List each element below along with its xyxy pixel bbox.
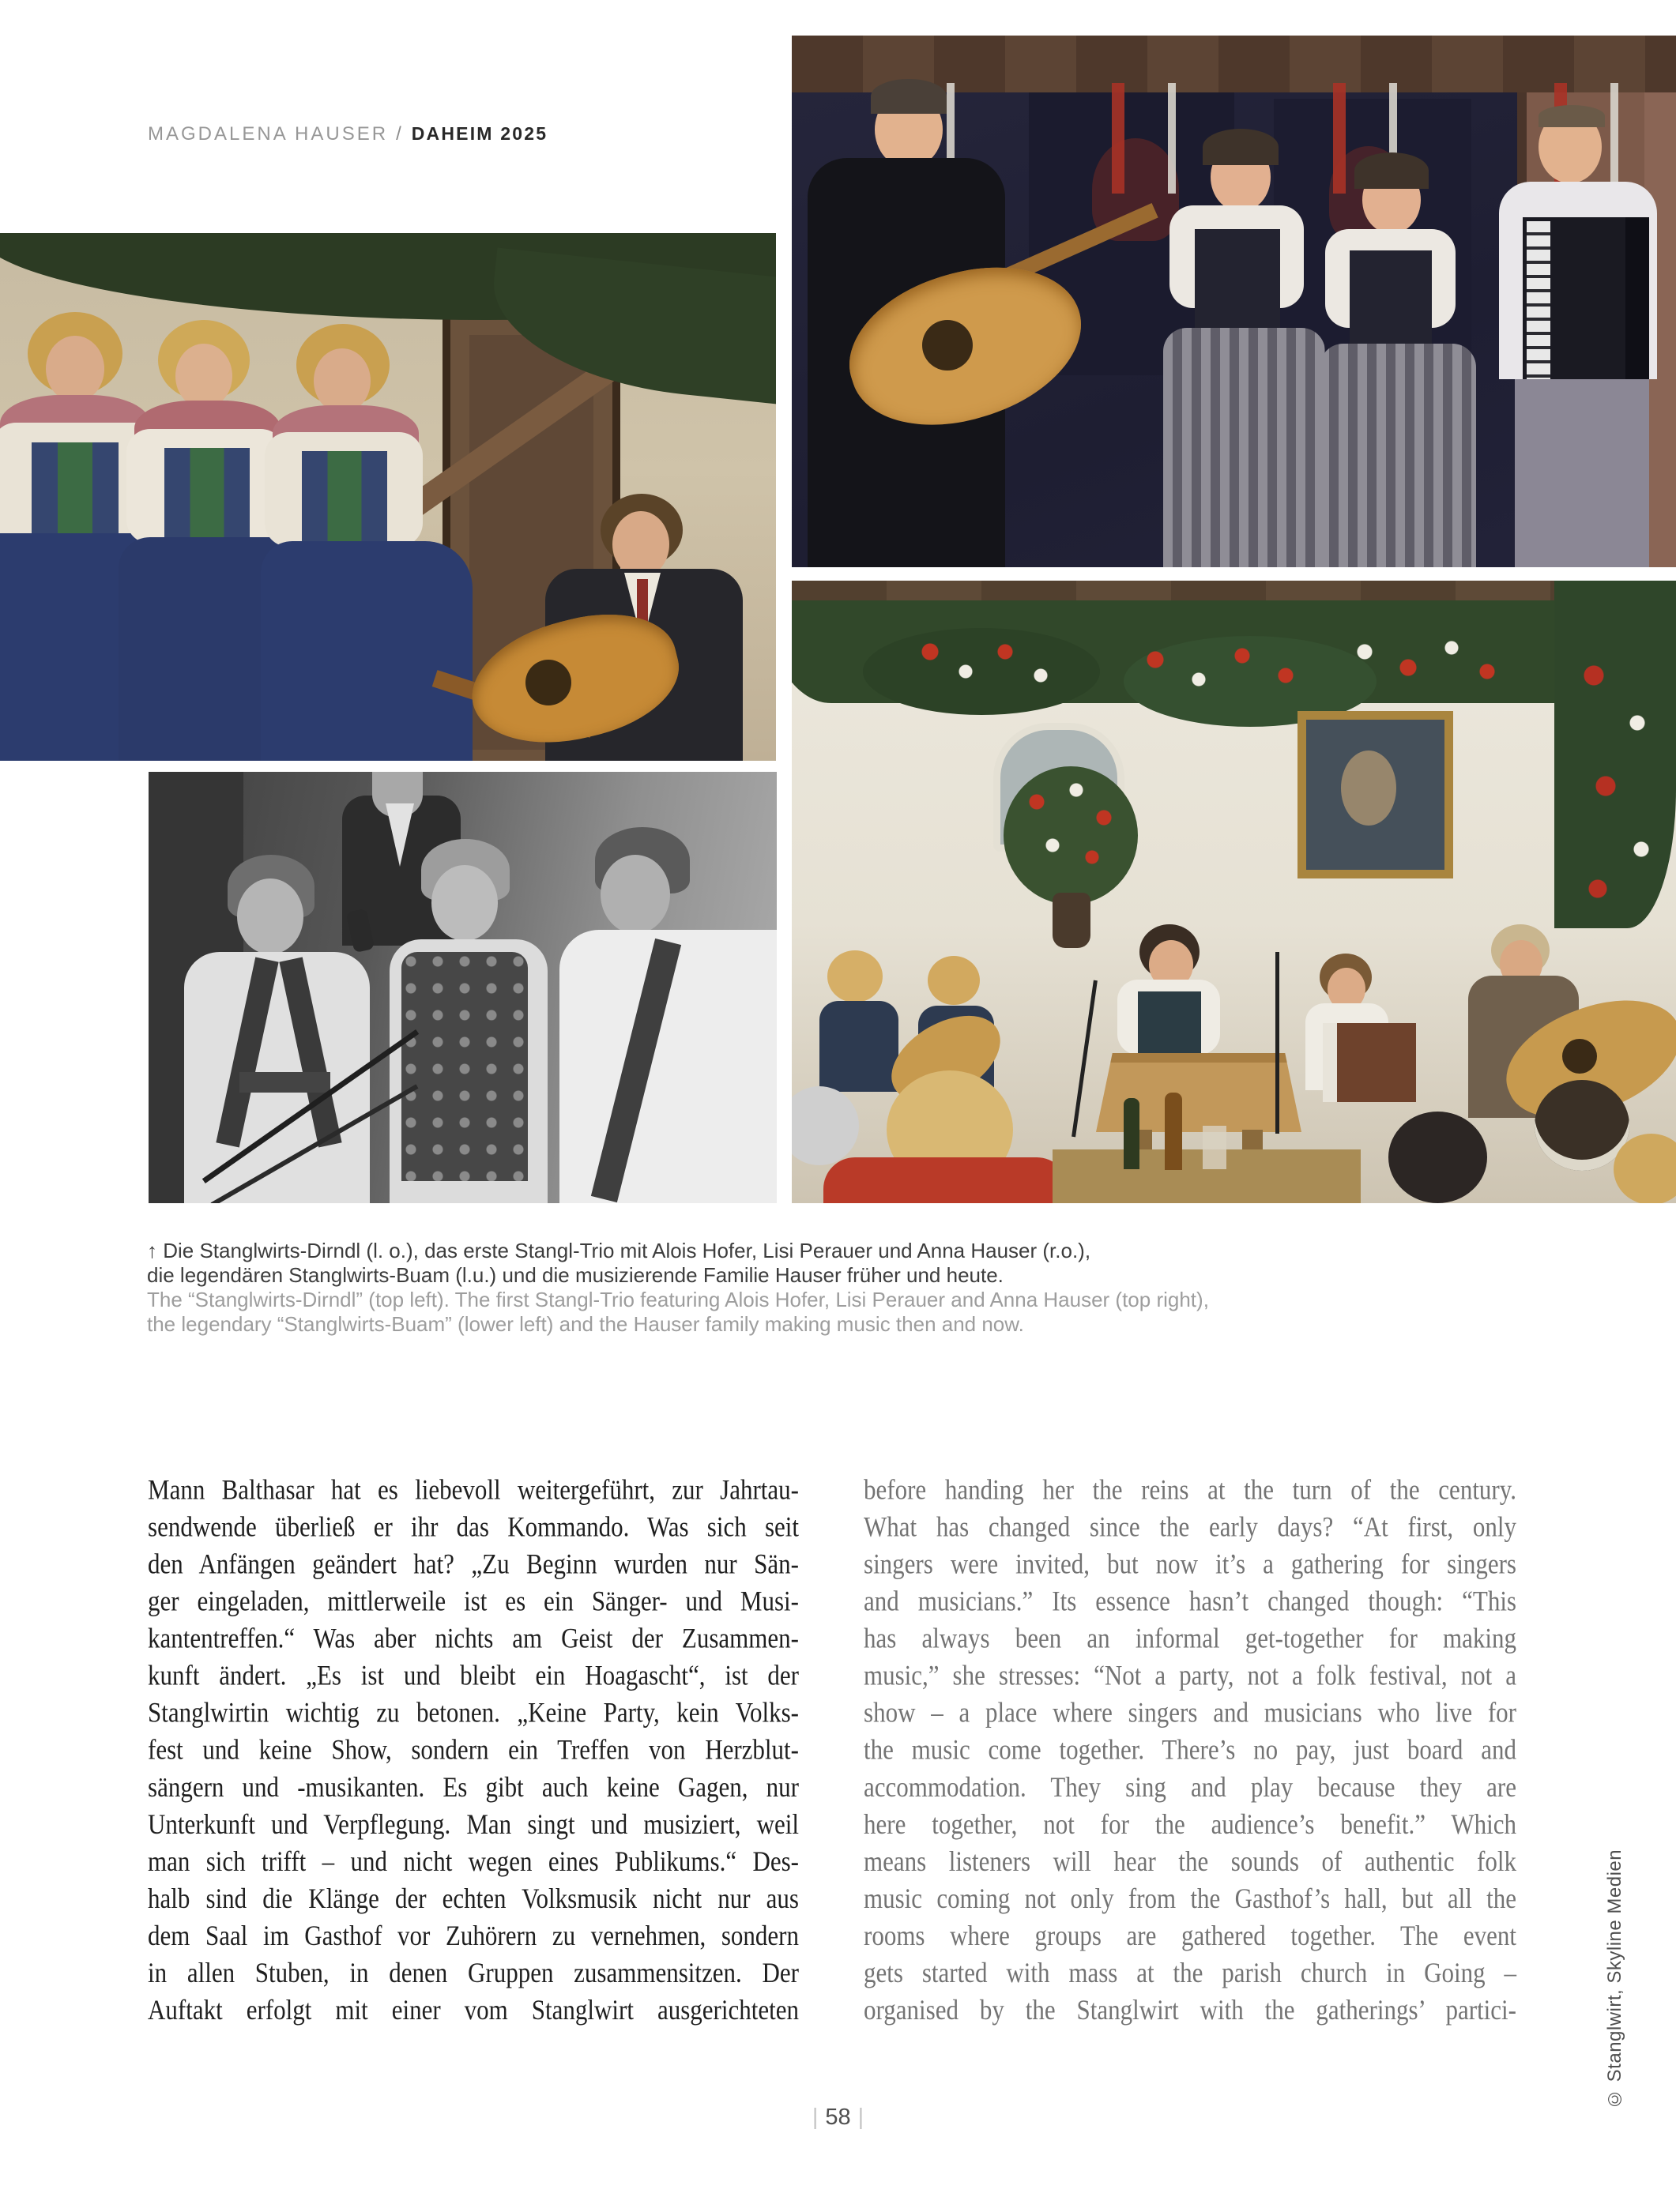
body-line-de: man sich trifft – und nicht wegen eines Publikums.“ Des- [148,1845,799,1877]
flower-cluster [1345,624,1519,699]
woman-bodice [164,448,250,547]
body-line-de: in allen Stuben, in denen Gruppen zusammensitzen. Der [148,1956,799,1988]
body-line-en: accommodation. They sing and play because they are [864,1770,1516,1803]
body-line-de: Mann Balthasar hat es liebevoll weitergeführt, zur Jahrtau- [148,1473,799,1506]
audience-head-dark [1388,1112,1487,1203]
man-trousers [1515,379,1649,567]
body-line-en: singers were invited, but now it’s a gathering for singers [864,1548,1516,1580]
body-column-english [864,1471,1516,2028]
photo-stanglwirts-buam [149,772,777,1203]
magazine-title: DAHEIM 2025 [411,123,548,144]
bottle [1124,1098,1139,1169]
caption-line: the legendary “Stanglwirts-Buam” (lower left) and the Hauser family making music then and now. [147,1312,1024,1336]
page-header [148,123,548,145]
page-number [0,2105,1676,2131]
man-hair [871,79,947,114]
body-line-de: ger eingeladen, mittlerweile ist es ein Sänger- und Musi- [148,1585,799,1617]
singer-face [431,865,498,941]
page-number-bar: | [857,2105,864,2130]
body-line-en: the music come together. There’s no pay, just board and [864,1733,1516,1766]
guitar-soundhole [525,660,571,705]
girl-hair [827,950,883,1003]
woman-face [46,336,104,402]
patterned-vest [401,952,528,1181]
woman-bodice [1195,229,1280,332]
body-line-en: music,” she stresses: “Not a party, not a folk festival, not a [864,1659,1516,1691]
caption-line: die legendären Stanglwirts-Buam (l.u.) und die musizierende Familie Hauser früher und heute. [147,1263,1004,1287]
garland-column-flowers [1562,628,1673,912]
body-line-en: music coming not only from the Gasthof’s hall, but all the [864,1882,1516,1914]
body-line-en: organised by the Stanglwirt with the gatherings’ partici- [864,1993,1516,2026]
woman-face [314,348,371,413]
red-sweater [823,1157,1068,1203]
body-line-de: Auftakt erfolgt mit einer vom Stanglwirt ausgerichteten [148,1993,799,2026]
header-separator: / [396,123,404,145]
photo-credit: © Stanglwirt, Skyline Medien [1604,1849,1625,2109]
caption-line: The “Stanglwirts-Dirndl” (top left). The first Stangl-Trio featuring Alois Hofer, Lisi Perauer and Anna Hauser (top right), [147,1288,1209,1311]
girl-vest [819,1001,898,1092]
body-line-de: Unterkunft und Verpflegung. Man singt und musiziert, weil [148,1808,799,1840]
body-line-de: dem Saal im Gasthof vor Zuhörern zu vernehmen, sondern [148,1919,799,1951]
body-line-en: What has changed since the early days? “At first, only [864,1510,1516,1543]
singer-face [237,878,303,954]
body-column-german [148,1471,799,2028]
photo-caption [147,1239,1577,1337]
body-line-en: gets started with mass at the parish church in Going – [864,1956,1516,1988]
bottle [1165,1093,1182,1170]
body-line-de: kunft ändert. „Es ist und bleibt ein Hoagascht“, ist der [148,1659,799,1691]
guitar-soundhole [1562,1039,1597,1074]
body-line-de: sendwende überließ er ihr das Kommando. Was sich seit [148,1510,799,1543]
woman-skirt [1163,328,1325,567]
author-name: MAGDALENA HAUSER [148,123,389,145]
body-line-de: sängern und -musikanten. Es gibt auch keine Gagen, nur [148,1770,799,1803]
accordion [1323,1023,1416,1102]
portrait-face [1341,750,1396,826]
accordion-keys [1527,221,1550,383]
vase [1053,893,1090,948]
body-line-en: rooms where groups are gathered together. The event [864,1919,1516,1951]
woman-face [175,344,232,408]
singer-face [601,855,670,934]
body-line-en: here together, not for the audience’s benefit.” Which [864,1808,1516,1840]
bouquet-flowers [1009,770,1136,897]
flower-cluster [1132,632,1321,707]
body-line-de: Stanglwirtin wichtig zu betonen. „Keine Party, kein Volks- [148,1696,799,1729]
suspender-crossbar [239,1072,330,1093]
man-face [612,511,669,577]
woman-bodice [1350,250,1432,348]
body-line-en: before handing her the reins at the turn of the century. [864,1473,1516,1506]
microphone-stand [1275,952,1279,1134]
photo-stangl-trio [792,36,1676,567]
body-line-en: show – a place where singers and musicians who live for [864,1696,1516,1729]
caption-line: ↑ Die Stanglwirts-Dirndl (l. o.), das erste Stangl-Trio mit Alois Hofer, Lisi Perauer und Anna Hauser (r.o.), [147,1239,1091,1262]
woman-skirt [261,541,473,761]
body-line-de: den Anfängen geändert hat? „Zu Beginn wurden nur Sän- [148,1548,799,1580]
page-number-bar: | [812,2105,819,2130]
woman-hair [1203,129,1279,165]
audience-head [792,1086,859,1165]
body-line-en: means listeners will hear the sounds of authentic folk [864,1845,1516,1877]
woman-bodice [302,451,387,552]
photo-stanglwirts-dirndl [0,233,776,761]
body-line-en: and musicians.” Its essence hasn’t changed though: “This [864,1585,1516,1617]
girl-hair [928,956,980,1005]
body-line-de: fest und keine Show, sondern ein Treffen von Herzblut- [148,1733,799,1766]
guitar-soundhole [922,320,973,371]
flower-cluster [910,628,1068,699]
glass [1203,1126,1226,1169]
man-hair [1539,105,1605,127]
page-number-value: 58 [825,2105,851,2130]
photo-hauser-family [792,581,1676,1203]
woman-skirt [1320,344,1476,567]
mother-bodice [1138,991,1201,1059]
woman-hair [1354,152,1429,189]
body-line-de: halb sind die Klänge der echten Volksmusik nicht nur aus [148,1882,799,1914]
body-line-de: kantentreffen.“ Was aber nichts am Geist der Zusammen- [148,1622,799,1654]
body-line-en: has always been an informal get-together for making [864,1622,1516,1654]
woman-bodice [32,442,119,545]
microphone-stand [1072,980,1098,1138]
